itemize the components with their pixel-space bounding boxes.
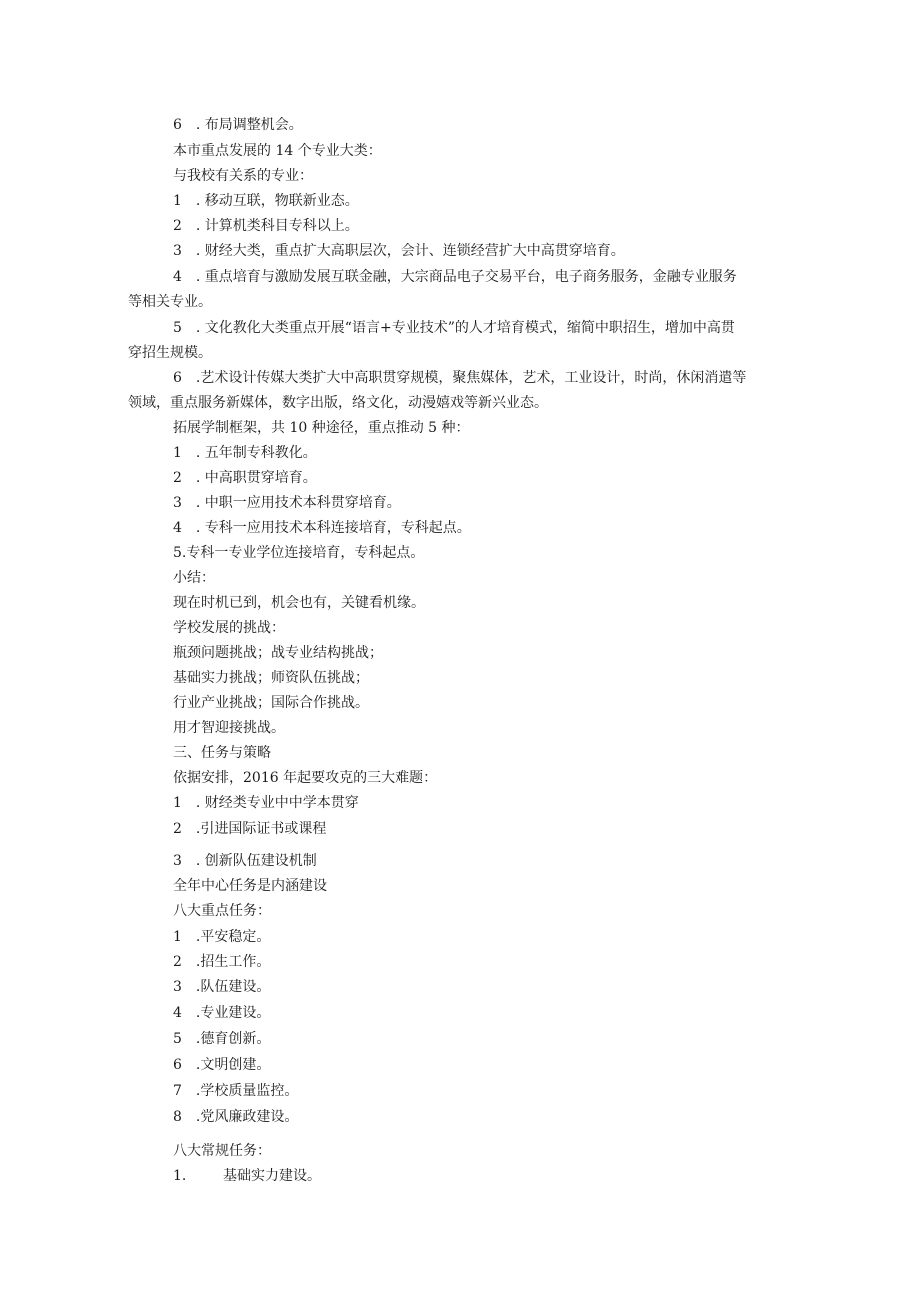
paragraph-line: 4 .专业建设。 xyxy=(173,1005,271,1021)
list-number: 1. xyxy=(173,1168,187,1184)
paragraph-line: 3 . 财经大类，重点扩大高职层次，会计、连锁经营扩大中高贯穿培育。 xyxy=(173,243,625,259)
paragraph-line: 6 . 布局调整机会。 xyxy=(173,117,303,133)
paragraph-line: 2 .招生工作。 xyxy=(173,954,271,970)
paragraph-line: 瓶颈问题挑战；战专业结构挑战； xyxy=(173,645,383,661)
paragraph-line: 穿招生规模。 xyxy=(128,345,212,361)
paragraph-line: 2 . 计算机类科目专科以上。 xyxy=(173,218,359,234)
paragraph-line: 3 .队伍建设。 xyxy=(173,979,271,995)
paragraph-line: 6 .文明创建。 xyxy=(173,1057,271,1073)
list-item-text: 基础实力建设。 xyxy=(223,1168,321,1184)
paragraph-line: 1 . 五年制专科教化。 xyxy=(173,445,317,461)
paragraph-line: 等相关专业。 xyxy=(128,294,212,310)
paragraph-line: 5 . 文化教化大类重点开展“语言+专业技术”的人才培育模式，缩简中职招生，增加中高贯 xyxy=(173,320,735,336)
paragraph-line: 本市重点发展的 14 个专业大类： xyxy=(173,143,382,159)
paragraph-line: 1 .平安稳定。 xyxy=(173,929,271,945)
paragraph-line: 8 .党风廉政建设。 xyxy=(173,1109,299,1125)
paragraph-line: 八大重点任务： xyxy=(173,903,271,919)
paragraph-line: 领域，重点服务新媒体，数字出版，络文化，动漫嬉戏等新兴业态。 xyxy=(128,395,548,411)
paragraph-line: 1 . 财经类专业中中学本贯穿 xyxy=(173,795,359,811)
paragraph-line: 与我校有关系的专业： xyxy=(173,168,313,184)
paragraph-line: 5.专科一专业学位连接培育，专科起点。 xyxy=(173,545,425,561)
paragraph-line: 用才智迎接挑战。 xyxy=(173,720,285,736)
paragraph-line: 依据安排，2016 年起要攻克的三大难题： xyxy=(173,770,438,786)
paragraph-line: 4 . 专科一应用技术本科连接培育，专科起点。 xyxy=(173,520,471,536)
paragraph-line: 6 .艺术设计传媒大类扩大中高职贯穿规模，聚焦媒体，艺术，工业设计，时尚，休闲消遣等 xyxy=(173,370,747,386)
paragraph-line: 1 . 移动互联，物联新业态。 xyxy=(173,193,359,209)
paragraph-line: 3 . 中职一应用技术本科贯穿培育。 xyxy=(173,495,401,511)
paragraph-line: 行业产业挑战；国际合作挑战。 xyxy=(173,695,369,711)
paragraph-line: 基础实力挑战；师资队伍挑战； xyxy=(173,670,369,686)
paragraph-line: 现在时机已到，机会也有，关键看机缘。 xyxy=(173,595,425,611)
paragraph-line: 7 .学校质量监控。 xyxy=(173,1083,299,1099)
paragraph-line: 3 . 创新队伍建设机制 xyxy=(173,853,317,869)
paragraph-line: 八大常规任务： xyxy=(173,1143,271,1159)
paragraph-line: 拓展学制框架，共 10 种途径，重点推动 5 种： xyxy=(173,420,470,436)
paragraph-line: 2 . 中高职贯穿培育。 xyxy=(173,470,317,486)
paragraph-line: 学校发展的挑战： xyxy=(173,620,285,636)
section-heading: 三、任务与策略 xyxy=(173,745,271,761)
paragraph-line: 5 .德育创新。 xyxy=(173,1031,271,1047)
paragraph-line: 小结： xyxy=(173,570,215,586)
paragraph-line: 全年中心任务是内涵建设 xyxy=(173,878,327,894)
paragraph-line: 4 . 重点培育与激励发展互联金融，大宗商品电子交易平台，电子商务服务，金融专业服务 xyxy=(173,269,737,285)
paragraph-line: 2 .引进国际证书或课程 xyxy=(173,821,327,837)
paragraph-line xyxy=(173,1167,321,1185)
